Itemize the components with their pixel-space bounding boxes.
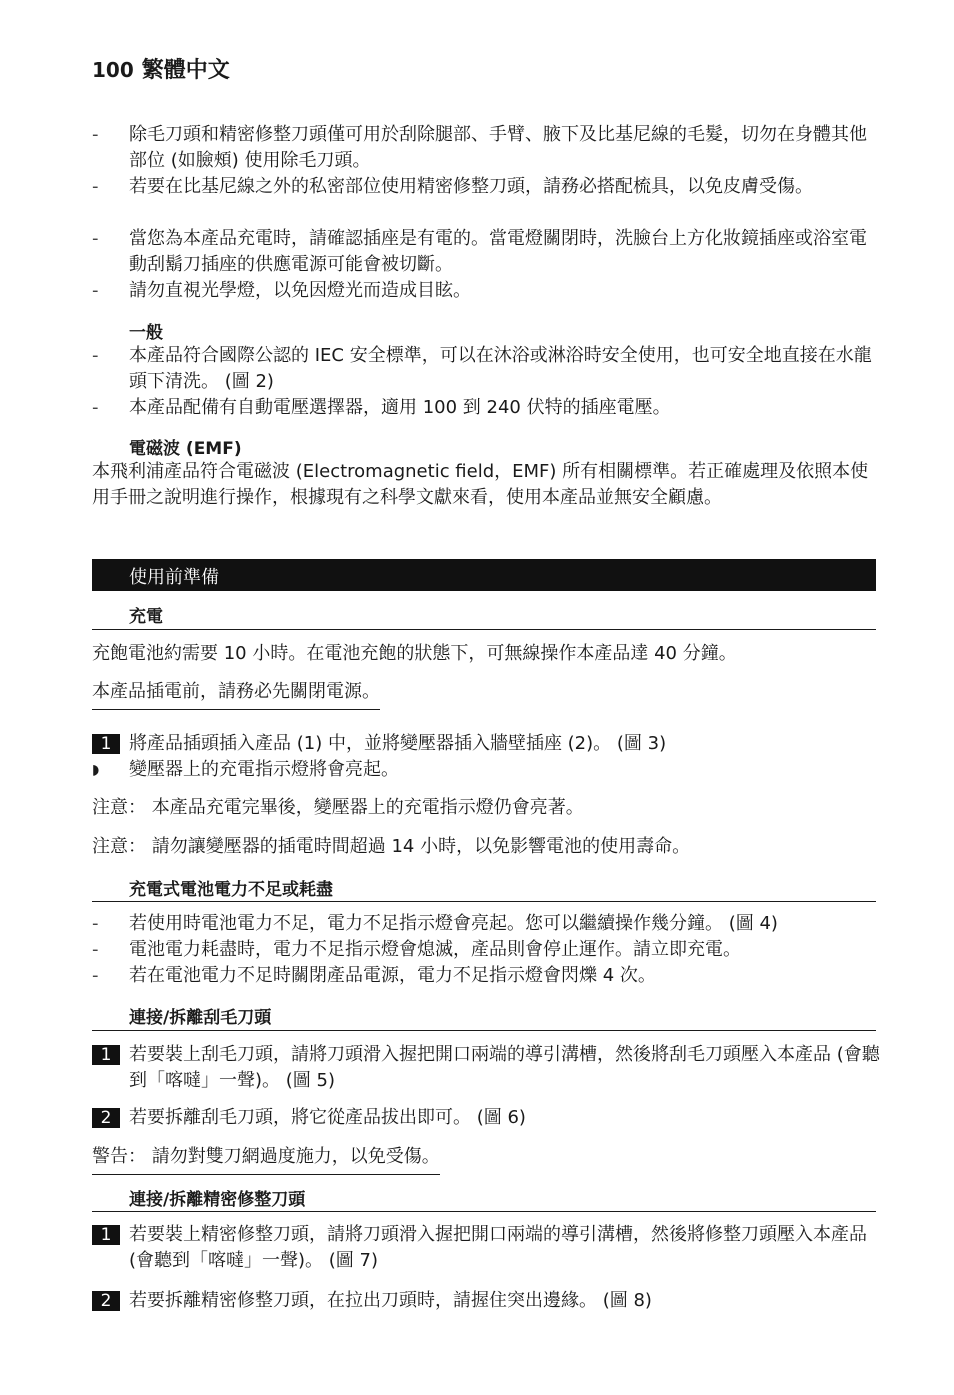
section-title: 使用前準備	[129, 567, 219, 588]
step-item	[92, 1105, 882, 1131]
heading-rule	[92, 629, 876, 630]
list-item-text: 本產品符合國際公認的 IEC 安全標準，可以在沐浴或淋浴時安全使用，也可安全地直接在水龍頭下清洗。 (圖 2)	[129, 345, 872, 392]
list-item-text: 當您為本產品充電時，請確認插座是有電的。當電燈關閉時，洗臉台上方化妝鏡插座或浴室電動刮鬍刀插座的供應電源可能會被切斷。	[129, 228, 867, 275]
dash-marker: -	[92, 345, 99, 366]
result-marker: ◗	[92, 762, 100, 778]
emf-heading: 電磁波 (EMF)	[129, 439, 242, 459]
step-number-badge: 1	[92, 1225, 120, 1245]
emf-paragraph: 本飛利浦產品符合電磁波 (Electromagnetic field，EMF) 所有相關標準。若正確處理及依照本使用手冊之說明進行操作，根據現有之科學文獻來看，使用本產品並無安全顧慮。	[92, 461, 869, 508]
step-item	[92, 1042, 882, 1094]
dash-marker: -	[92, 913, 99, 934]
step-item	[92, 1222, 882, 1274]
list-item-text: 若使用時電池電力不足，電力不足指示燈會亮起。您可以繼續操作幾分鐘。 (圖 4)	[129, 913, 778, 934]
heading-rule	[92, 1211, 876, 1212]
step-result	[92, 757, 882, 783]
list-item	[92, 911, 882, 937]
step-text: 若要拆離刮毛刀頭，將它從產品拔出即可。 (圖 6)	[129, 1107, 526, 1128]
list-item	[92, 122, 882, 174]
step-number-badge: 1	[92, 1045, 120, 1065]
heading-rule	[92, 901, 876, 902]
shaving-head-heading: 連接/拆離刮毛刀頭	[129, 1008, 272, 1028]
language-label: 繁體中文	[141, 58, 230, 83]
list-item-text: 除毛刀頭和精密修整刀頭僅可用於刮除腿部、手臂、腋下及比基尼線的毛髮，切勿在身體其他部位 (如臉頰) 使用除毛刀頭。	[129, 124, 867, 171]
list-item-text: 請勿直視光學燈，以免因燈光而造成目眩。	[129, 280, 471, 301]
page-number: 100	[92, 58, 134, 82]
list-item	[92, 343, 882, 395]
list-item-text: 若要在比基尼線之外的私密部位使用精密修整刀頭，請務必搭配梳具，以免皮膚受傷。	[129, 176, 813, 197]
step-number-badge: 1	[92, 734, 120, 754]
list-item	[92, 174, 882, 226]
charging-note-1: 注意： 本產品充電完畢後，變壓器上的充電指示燈仍會亮著。	[92, 797, 584, 818]
charging-heading: 充電	[129, 607, 163, 627]
dash-marker: -	[92, 965, 99, 986]
step-text: 若要裝上刮毛刀頭，請將刀頭滑入握把開口兩端的導引溝槽，然後將刮毛刀頭壓入本產品 (會聽到「喀噠」一聲)。 (圖 5)	[129, 1044, 880, 1091]
dash-marker: -	[92, 280, 99, 301]
dash-marker: -	[92, 939, 99, 960]
battery-heading: 充電式電池電力不足或耗盡	[129, 880, 333, 900]
charging-caution: 本產品插電前，請務必先關閉電源。	[92, 679, 380, 710]
step-item	[92, 731, 882, 757]
result-text: 變壓器上的充電指示燈將會亮起。	[129, 759, 399, 780]
list-item	[92, 226, 882, 278]
list-item-text: 電池電力耗盡時，電力不足指示燈會熄滅，產品則會停止運作。請立即充電。	[129, 939, 741, 960]
dash-marker: -	[92, 176, 99, 197]
list-item-text: 若在電池電力不足時關閉產品電源，電力不足指示燈會閃爍 4 次。	[129, 965, 656, 986]
section-title-bar	[92, 559, 876, 591]
list-item	[92, 937, 882, 963]
trimming-head-heading: 連接/拆離精密修整刀頭	[129, 1190, 306, 1210]
step-text: 若要裝上精密修整刀頭，請將刀頭滑入握把開口兩端的導引溝槽，然後將修整刀頭壓入本產品 (會聽到「喀噠」一聲)。 (圖 7)	[129, 1224, 867, 1271]
list-item	[92, 395, 882, 421]
charging-note-2: 注意： 請勿讓變壓器的插電時間超過 14 小時，以免影響電池的使用壽命。	[92, 836, 691, 857]
dash-marker: -	[92, 228, 99, 249]
heading-rule	[92, 1030, 876, 1031]
general-heading: 一般	[129, 323, 163, 343]
step-text: 若要拆離精密修整刀頭，在拉出刀頭時，請握住突出邊緣。 (圖 8)	[129, 1290, 652, 1311]
charging-intro: 充飽電池約需要 10 小時。在電池充飽的狀態下，可無線操作本產品達 40 分鐘。	[92, 643, 737, 664]
page-header	[92, 53, 230, 84]
shaving-head-warning: 警告： 請勿對雙刀網過度施力，以免受傷。	[92, 1144, 440, 1175]
list-item-text: 本產品配備有自動電壓選擇器，適用 100 到 240 伏特的插座電壓。	[129, 397, 671, 418]
step-item	[92, 1288, 882, 1314]
step-number-badge: 2	[92, 1291, 120, 1311]
dash-marker: -	[92, 124, 99, 145]
dash-marker: -	[92, 397, 99, 418]
step-number-badge: 2	[92, 1108, 120, 1128]
list-item	[92, 278, 882, 304]
list-item	[92, 963, 882, 989]
step-text: 將產品插頭插入產品 (1) 中，並將變壓器插入牆壁插座 (2)。 (圖 3)	[129, 733, 667, 754]
